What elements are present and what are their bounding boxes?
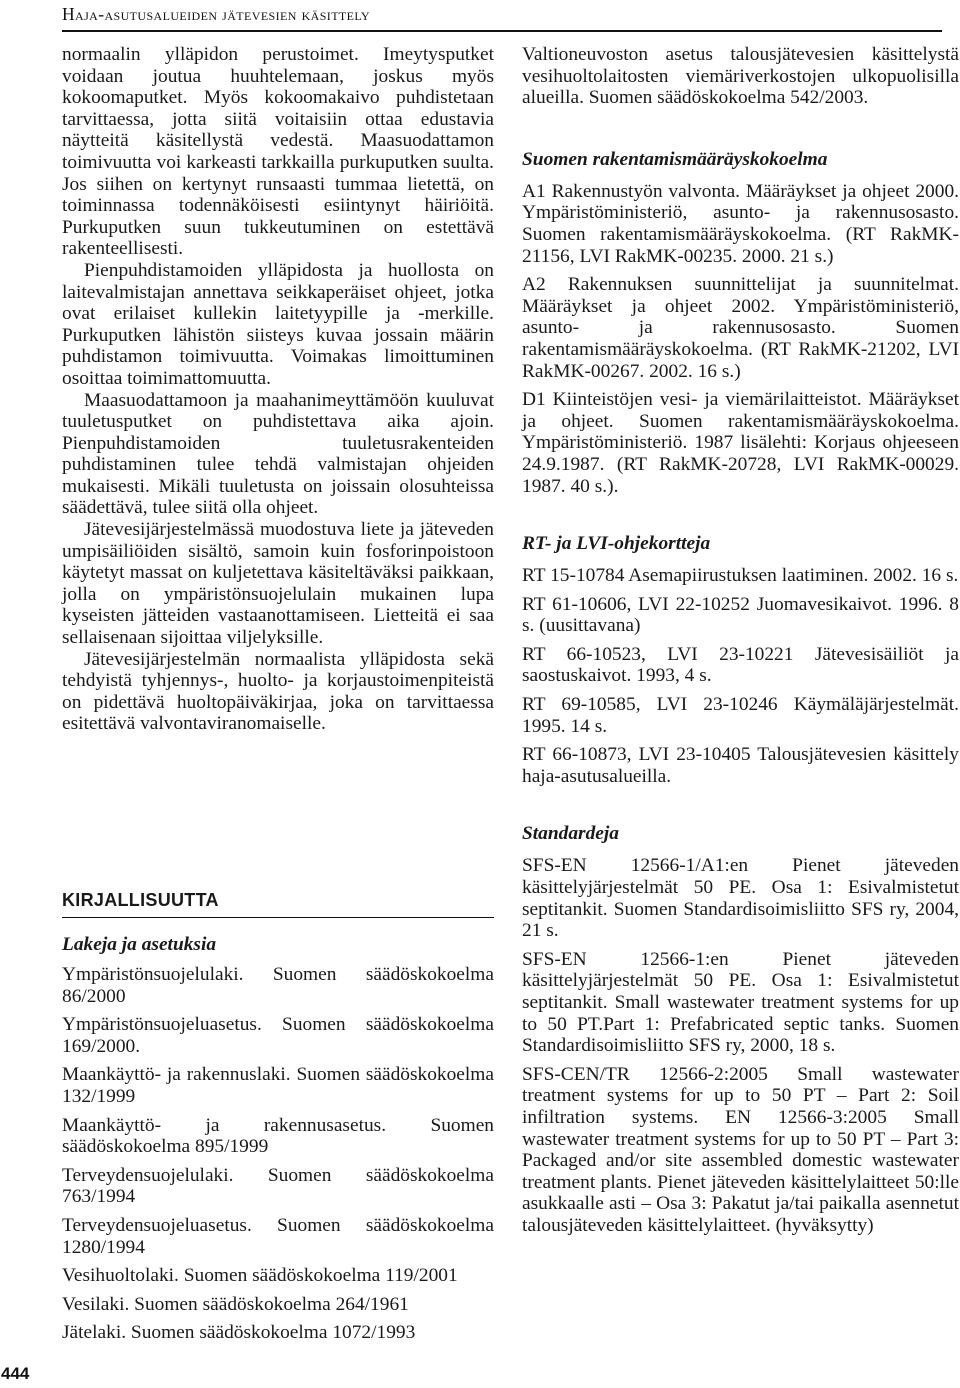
law-reference: Terveydensuojeluasetus. Suomen säädöskokoelma 1280/1994 (62, 1214, 494, 1258)
law-reference: Maankäyttö- ja rakennuslaki. Suomen säädöskokoelma 132/1999 (62, 1064, 494, 1107)
running-header-title: Haja-asutusalueiden jätevesien käsittely (62, 4, 370, 24)
left-column (62, 44, 494, 1344)
building-code-reference: D1 Kiinteistöjen vesi- ja viemärilaitteistot. Määräykset ja ohjeet. Suomen rakentamismääräyskokoelma. Ympäristöministeriö. 1987 lisälehti: Korjaus ohjeeseen 24.9.1987. (RT RakMK-20728, LVI RakMK-00029. 1987. 40 s.). (522, 389, 959, 497)
body-paragraph: Pienpuhdistamoiden ylläpidosta ja huollosta on laitevalmistajan annettava seikkaperäiset ohjeet, jotka ovat erilaiset kullekin laitetyypille ja -merkille. Purkuputken lähistön siisteys kuvaa jossain määrin puhdistamon toimivuutta. Voimakas limoittuminen osoittaa toimimattomuutta. (62, 259, 494, 389)
section-title: KIRJALLISUUTTA (62, 890, 219, 910)
laws-heading: Lakeja ja asetuksia (62, 934, 217, 955)
references-section (62, 890, 494, 1351)
law-reference: Ympäristönsuojeluasetus. Suomen säädöskokoelma 169/2000. (62, 1014, 494, 1057)
standards-heading: Standardeja (522, 823, 619, 845)
standard-reference: SFS-CEN/TR 12566-2:2005 Small wastewater treatment systems for up to 50 PT – Part 2: Soil infiltration systems. EN 12566-3:2005 Small wastewater treatment systems for up to 50 PT – Part 3: Packaged and/or site assembled domestic wastewater treatment plants. Pienet jäteveden käsittelylaitteet 50:lle asukkaalle asti – Osa 3: Pakatut ja/tai paikalla asennetut talousjäteveden käsittelylaitteet. (hyväksytty) (522, 1063, 959, 1236)
body-paragraph: Jätevesijärjestelmässä muodostuva liete ja jäteveden umpisäiliöiden sisältö, samoin kuin fosforinpoistoon käytetyt massat on kuljetettava käsiteltäväksi paikkaan, jolla on ympäristönsuojelulain mukainen lupa kyseisten jätteiden vastaanottamiseen. Lietteitä ei saa sellaisenaan sijoittaa viljelyksille. (62, 519, 494, 649)
law-reference: Ympäristönsuojelulaki. Suomen säädöskokoelma 86/2000 (62, 964, 494, 1007)
law-reference: Terveydensuojelulaki. Suomen säädöskokoelma 763/1994 (62, 1164, 494, 1208)
body-paragraph: normaalin ylläpidon perustoimet. Imeytysputket voidaan joutua huuhtelemaan, joskus myös kokoomaputket. Myös kokoomakaivo puhdistetaan tarvittaessa, jotta siitä voitaisiin ottaa edustavia näytteitä käsitellystä vedestä. Maasuodattamon toimivuutta voi karkeasti tarkkailla purkuputken suulta. Jos siihen on kertynyt runsaasti tummaa lietettä, on toiminnassa todennäköisesti esiintynyt häiriöitä. Purkuputken suun tukkeutuminen on estettävä rakenteellisesti. (62, 44, 494, 260)
card-reference: RT 66-10873, LVI 23-10405 Talousjätevesien käsittely haja-asutusalueilla. (522, 744, 959, 787)
law-reference: Vesilaki. Suomen säädöskokoelma 264/1961 (62, 1293, 409, 1315)
building-code-reference: A2 Rakennuksen suunnittelijat ja suunnitelmat. Määräykset ja ohjeet 2002. Ympäristöministeriö, asunto- ja rakennusosasto. Suomen rakentamismääräyskokoelma. (RT RakMK-21202, LVI RakMK-00267. 2002. 16 s.) (522, 274, 959, 382)
cards-heading: RT- ja LVI-ohjekortteja (522, 533, 711, 555)
body-paragraph: Maasuodattamoon ja maahanimeyttämöön kuuluvat tuuletusputket on puhdistettava aika ajoin. Pienpuhdistamoiden tuuletusrakenteiden puhdistaminen tulee tehdä valmistajan ohjeiden mukaisesti. Mikäli tuuletusta on joissain olosuhteissa säädettävä, tulee siitä olla ohjeet. (62, 389, 494, 519)
section-rule (62, 917, 494, 918)
card-reference: RT 61-10606, LVI 22-10252 Juomavesikaivot. 1996. 8 s. (uusittavana) (522, 593, 959, 637)
card-reference: RT 66-10523, LVI 23-10221 Jätevesisäiliöt ja saostuskaivot. 1993, 4 s. (522, 643, 959, 687)
standard-reference: SFS-EN 12566-1:en Pienet jäteveden käsittelyjärjestelmät 50 PE. Osa 1: Esivalmistetut septitankit. Small wastewater treatment systems for up to 50 PT.Part 1: Prefabricated septic tanks. Suomen Standardisoimisliitto SFS ry, 2000, 18 s. (522, 948, 959, 1057)
building-code-reference: A1 Rakennustyön valvonta. Määräykset ja ohjeet 2000. Ympäristöministeriö, asunto- ja rakennusosasto. Suomen rakentamismääräyskokoelma. (RT RakMK-21156, LVI RakMK-00235. 2000. 21 s.) (522, 180, 959, 267)
law-reference: Maankäyttö- ja rakennusasetus. Suomen säädöskokoelma 895/1999 (62, 1114, 494, 1158)
page-number: 444 (1, 1364, 30, 1383)
card-reference: RT 69-10585, LVI 23-10246 Käymäläjärjestelmät. 1995. 14 s. (522, 694, 959, 737)
decree-reference: Valtioneuvoston asetus talousjätevesien käsittelystä vesihuoltolaitosten viemäriverkostojen ulkopuolisilla alueilla. Suomen säädöskokoelma 542/2003. (522, 44, 959, 109)
law-reference: Vesihuoltolaki. Suomen säädöskokoelma 119/2001 (62, 1265, 458, 1287)
building-code-heading: Suomen rakentamismääräyskokoelma (522, 148, 828, 170)
standard-reference: SFS-EN 12566-1/A1:en Pienet jäteveden käsittelyjärjestelmät 50 PE. Osa 1: Esivalmistetut septitankit. Suomen Standardisoimisliitto SFS ry, 2004, 21 s. (522, 855, 959, 942)
card-reference: RT 15-10784 Asemapiirustuksen laatiminen. 2002. 16 s. (522, 565, 959, 587)
header-rule (62, 30, 942, 32)
right-column (522, 44, 959, 1244)
running-header (62, 4, 942, 25)
law-reference: Jätelaki. Suomen säädöskokoelma 1072/1993 (62, 1322, 416, 1344)
body-paragraph: Jätevesijärjestelmän normaalista ylläpidosta sekä tehdyistä tyhjennys-, huolto- ja korjaustoimenpiteistä on pidettävä huoltopäiväkirjaa, joka on tarvittaessa esitettävä valvontaviranomaiselle. (62, 648, 494, 735)
